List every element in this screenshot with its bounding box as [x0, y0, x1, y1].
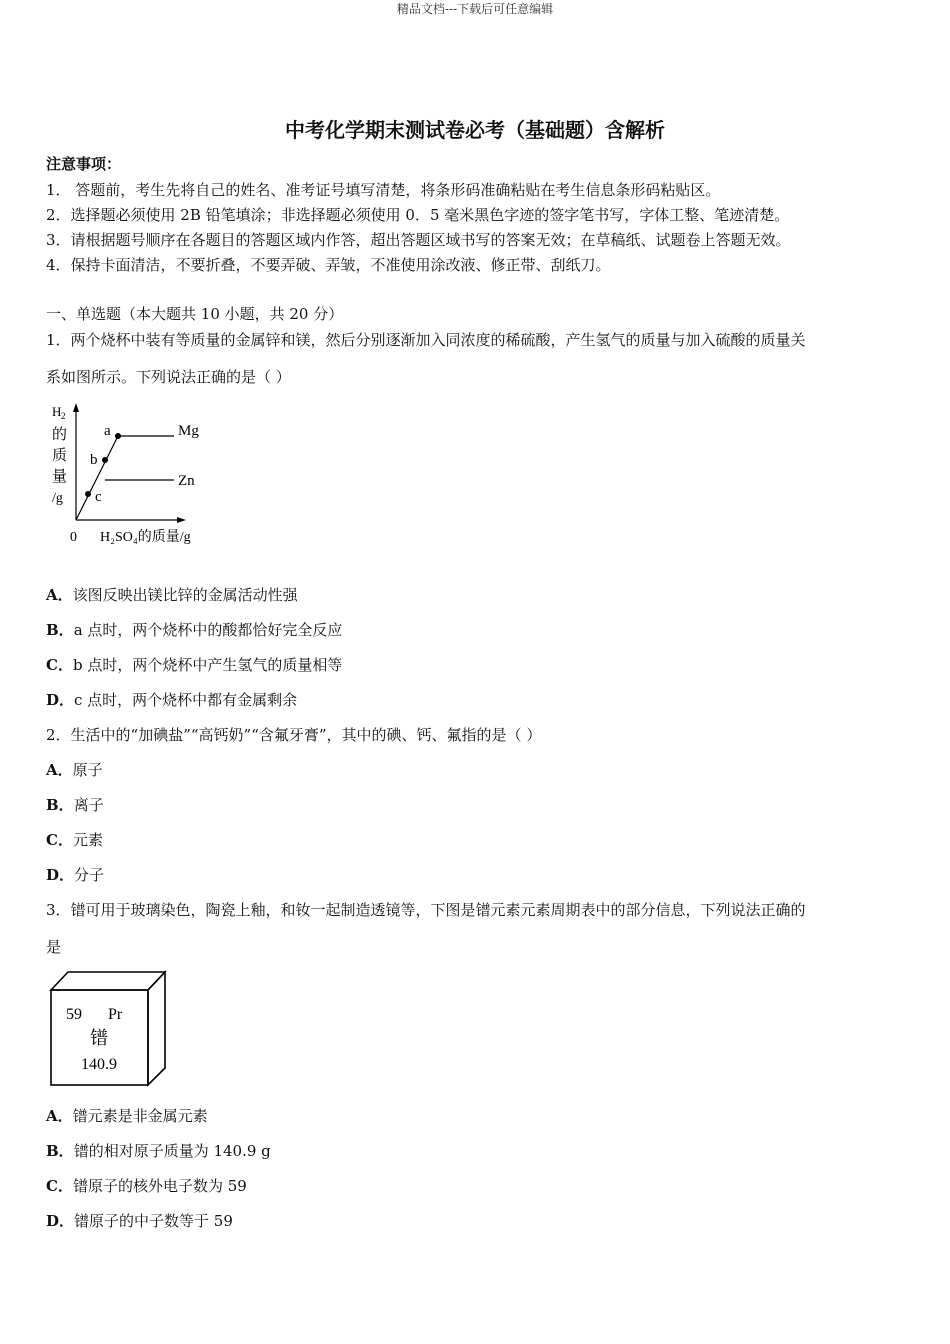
- option-text: 镨元素是非金属元素: [72, 1107, 208, 1125]
- option-text: 该图反映出镁比锌的金属活动性强: [72, 586, 298, 604]
- option-text: b 点时，两个烧杯中产生氢气的质量相等: [72, 656, 343, 674]
- section-heading: 一、单选题（本大题共 10 小题，共 20 分）: [46, 305, 344, 323]
- option-key: B．: [46, 796, 74, 814]
- option-text: 原子: [72, 761, 103, 779]
- q2-option-d[interactable]: [46, 864, 104, 885]
- option-key: A．: [46, 761, 73, 779]
- notice-item-3: 3．请根据题号顺序在各题目的答题区域内作答，超出答题区域书写的答案无效；在草稿纸、试题卷上答题无效。: [46, 231, 791, 249]
- notice-item-2: 2．选择题必须使用 2B 铅笔填涂；非选择题必须使用 0．5 毫米黑色字迹的签字笔书写，字体工整、笔迹清楚。: [46, 206, 790, 224]
- q3-stem-line1: 3．镨可用于玻璃染色，陶瓷上釉，和钕一起制造透镜等，下图是镨元素元素周期表中的部分信息，下列说法正确的: [46, 901, 806, 919]
- x-axis-label: H₂SO₄的质量/g: [100, 530, 191, 545]
- q1-option-d[interactable]: [46, 689, 297, 710]
- point-b: [102, 457, 108, 463]
- option-text: 镨原子的核外电子数为 59: [72, 1177, 247, 1195]
- q2-option-c[interactable]: [46, 829, 103, 850]
- notice-item-1: 1． 答题前，考生先将自己的姓名、准考证号填写清楚，将条形码准确粘贴在考生信息条形码粘贴区。: [46, 181, 721, 199]
- option-text: 镨的相对原子质量为 140.9 g: [73, 1142, 271, 1160]
- notice-heading: 注意事项：: [46, 155, 122, 173]
- option-text: 分子: [74, 866, 105, 884]
- y-label-char-3: 量: [52, 469, 68, 485]
- series-label-mg: Mg: [178, 423, 199, 439]
- x-axis-arrow: [177, 517, 186, 523]
- point-a-label: a: [104, 423, 111, 439]
- q3-stem-line2: 是: [46, 938, 62, 956]
- option-text: c 点时，两个烧杯中都有金属剩余: [74, 691, 298, 709]
- point-a: [115, 433, 121, 439]
- reaction-line: [76, 436, 118, 520]
- element-symbol: Pr: [108, 1006, 123, 1023]
- element-card-top: [51, 972, 165, 990]
- q1-option-a[interactable]: [46, 584, 298, 605]
- option-key: B．: [46, 1142, 74, 1160]
- q1-option-c[interactable]: [46, 654, 342, 675]
- q1-option-b[interactable]: [46, 619, 342, 640]
- q3-option-b[interactable]: [46, 1140, 271, 1161]
- page-header: 精品文档---下载后可任意编辑: [396, 2, 554, 16]
- atomic-number: 59: [66, 1006, 82, 1023]
- option-key: A．: [46, 586, 73, 604]
- option-key: C．: [46, 656, 73, 674]
- option-key: D．: [46, 866, 75, 884]
- q3-option-c[interactable]: [46, 1175, 247, 1196]
- series-label-zn: Zn: [178, 473, 195, 489]
- q2-option-a[interactable]: [46, 759, 103, 780]
- q1-stem-line2: 系如图所示。下列说法正确的是（ ）: [46, 368, 291, 386]
- q2-stem: 2．生活中的“加碘盐”“高钙奶”“含氟牙膏”，其中的碘、钙、氟指的是（ ）: [46, 726, 542, 744]
- option-text: 离子: [73, 796, 104, 814]
- option-text: 镨原子的中子数等于 59: [74, 1212, 233, 1230]
- page-title: 中考化学期末测试卷必考（基础题）含解析: [285, 118, 665, 142]
- q1-graph: [46, 398, 226, 550]
- atomic-mass: 140.9: [81, 1056, 117, 1073]
- y-axis-arrow: [73, 403, 79, 412]
- element-card-side: [148, 972, 165, 1085]
- q3-option-a[interactable]: [46, 1105, 208, 1126]
- point-c: [85, 491, 91, 497]
- element-card: [48, 968, 170, 1090]
- option-text: 元素: [72, 831, 103, 849]
- option-key: C．: [46, 1177, 73, 1195]
- point-b-label: b: [90, 452, 98, 468]
- option-text: a 点时，两个烧杯中的酸都恰好完全反应: [73, 621, 343, 639]
- notice-item-4: 4．保持卡面清洁，不要折叠，不要弄破、弄皱，不准使用涂改液、修正带、刮纸刀。: [46, 256, 611, 274]
- q2-option-b[interactable]: [46, 794, 104, 815]
- point-c-label: c: [95, 489, 102, 505]
- element-name: 镨: [90, 1028, 108, 1048]
- option-key: C．: [46, 831, 73, 849]
- y-label-char-1: 的: [52, 427, 68, 443]
- y-label-char-4: /g: [52, 491, 63, 506]
- y-label-h: H: [52, 404, 62, 419]
- origin-label: 0: [70, 530, 77, 545]
- option-key: A．: [46, 1107, 73, 1125]
- y-label-sub: 2: [61, 411, 66, 421]
- q1-stem-line1: 1．两个烧杯中装有等质量的金属锌和镁，然后分别逐渐加入同浓度的稀硫酸，产生氢气的质量与加入硫酸的质量关: [46, 331, 806, 349]
- option-key: B．: [46, 621, 74, 639]
- option-key: D．: [46, 1212, 75, 1230]
- y-label-char-2: 质: [52, 448, 68, 464]
- q3-option-d[interactable]: [46, 1210, 233, 1231]
- option-key: D．: [46, 691, 75, 709]
